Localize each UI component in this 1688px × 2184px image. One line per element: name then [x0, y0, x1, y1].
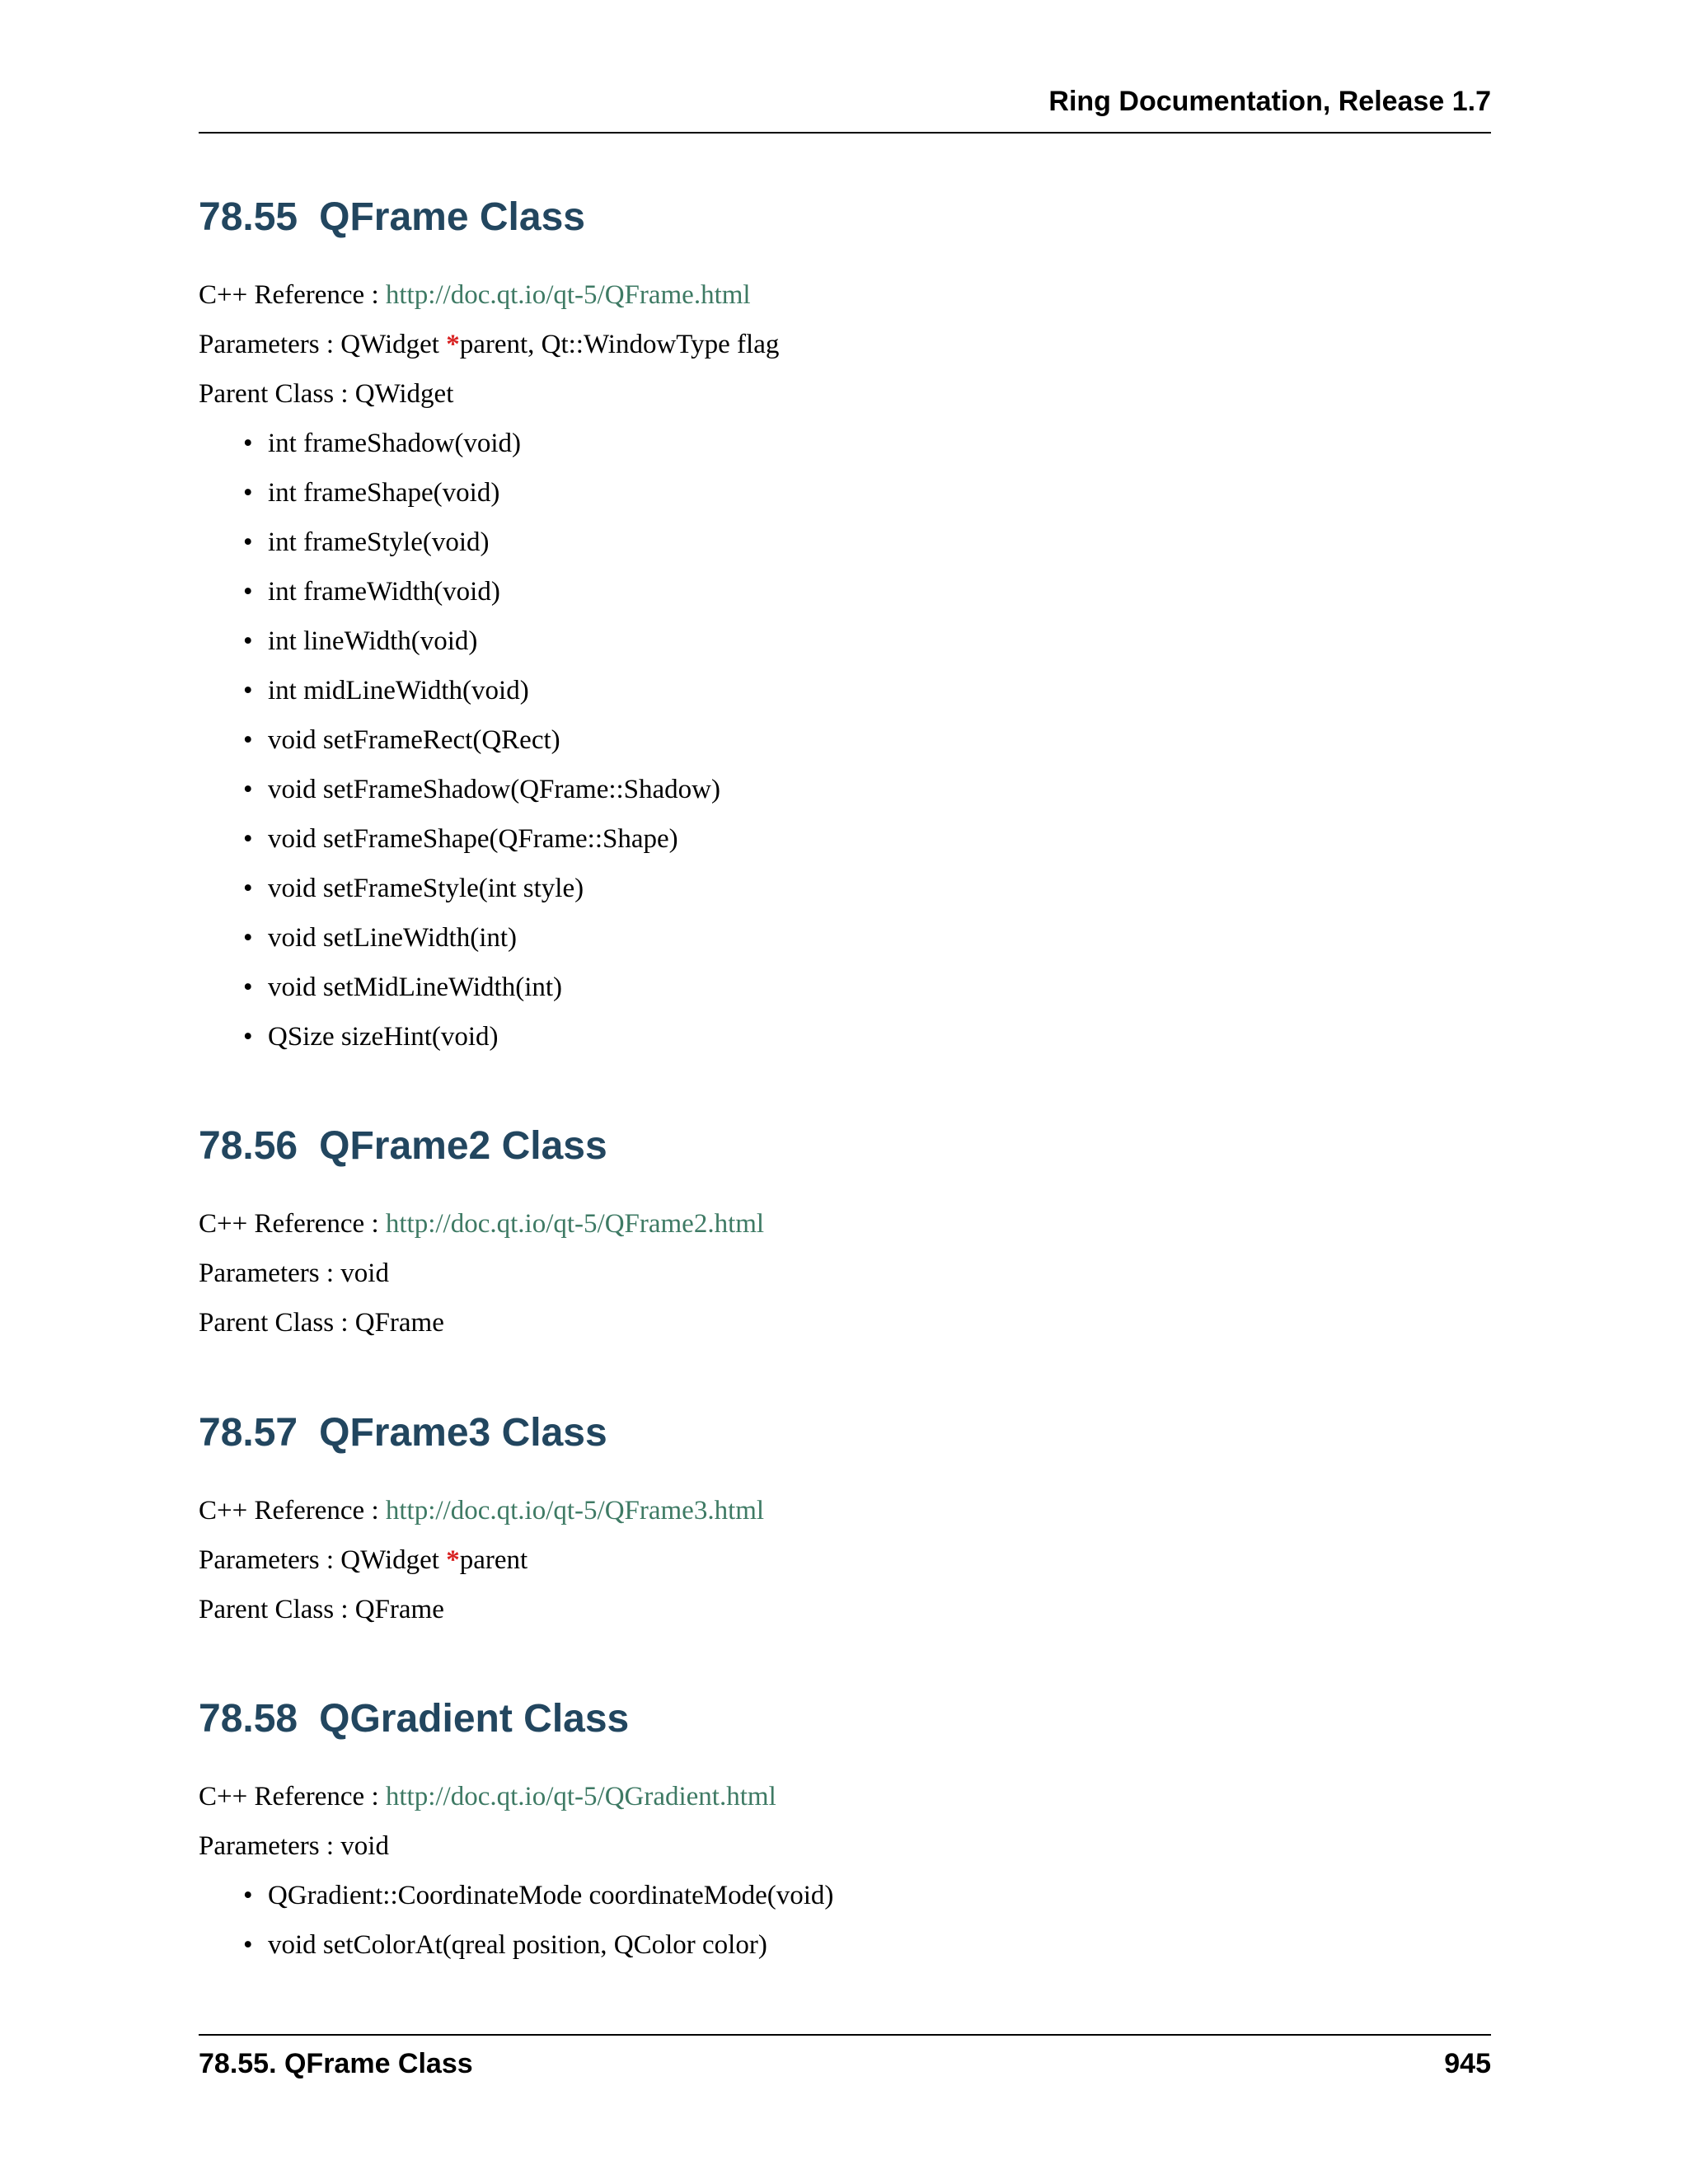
- parameters-rest: parent, Qt::WindowType flag: [459, 330, 780, 359]
- parent-class-value: QFrame: [354, 1595, 444, 1624]
- method-signature: QSize sizeHint(void): [268, 1022, 499, 1052]
- parent-class-line: [199, 369, 1491, 419]
- method-item: [243, 814, 1491, 864]
- bullet: •: [243, 626, 253, 656]
- method-signature: int frameShape(void): [268, 478, 500, 508]
- bullet: •: [243, 923, 253, 953]
- parent-class-label: Parent Class :: [199, 1308, 349, 1338]
- section-heading: [199, 1117, 1491, 1176]
- parameters-line: [199, 1249, 1491, 1298]
- bullet: •: [243, 478, 253, 508]
- bullet: •: [243, 824, 253, 854]
- method-item: [243, 567, 1491, 616]
- parent-class-line: [199, 1585, 1491, 1634]
- parameters-type: QWidget: [340, 1545, 439, 1575]
- pointer-asterisk: *: [446, 1545, 460, 1575]
- section-number: 78.58: [199, 1697, 298, 1741]
- parent-class-line: [199, 1298, 1491, 1347]
- method-signature: int midLineWidth(void): [268, 676, 529, 705]
- section-heading: [199, 1690, 1491, 1749]
- method-list: [199, 419, 1491, 1062]
- parent-class-label: Parent Class :: [199, 379, 349, 409]
- method-signature: void setColorAt(qreal position, QColor color): [268, 1930, 767, 1960]
- reference-link[interactable]: http://doc.qt.io/qt-5/QGradient.html: [385, 1782, 776, 1811]
- section-qframe: [199, 188, 1491, 1062]
- method-item: [243, 666, 1491, 715]
- parameters-value: void: [340, 1258, 389, 1288]
- method-signature: QGradient::CoordinateMode coordinateMode(void): [268, 1881, 834, 1910]
- method-item: [243, 765, 1491, 814]
- method-item: [243, 419, 1491, 468]
- section-title-text: QFrame2 Class: [319, 1124, 607, 1168]
- parameters-line: [199, 1821, 1491, 1871]
- bullet: •: [243, 725, 253, 755]
- parameters-label: Parameters :: [199, 1831, 335, 1861]
- method-item: [243, 1871, 1491, 1920]
- section-heading: [199, 188, 1491, 247]
- bullet: •: [243, 577, 253, 607]
- bullet: •: [243, 1930, 253, 1960]
- parent-class-label: Parent Class :: [199, 1595, 349, 1624]
- section-qframe2: [199, 1117, 1491, 1347]
- method-signature: void setFrameStyle(int style): [268, 874, 584, 903]
- reference-link[interactable]: http://doc.qt.io/qt-5/QFrame3.html: [385, 1496, 765, 1526]
- method-item: [243, 715, 1491, 765]
- method-item: [243, 468, 1491, 518]
- method-item: [243, 616, 1491, 666]
- method-item: [243, 913, 1491, 963]
- parameters-label: Parameters :: [199, 1258, 335, 1288]
- page-number: 945: [1444, 2048, 1491, 2079]
- bullet: •: [243, 1022, 253, 1052]
- method-signature: int lineWidth(void): [268, 626, 478, 656]
- parameters-line: [199, 1535, 1491, 1585]
- parameters-type: QWidget: [340, 330, 439, 359]
- reference-label: C++ Reference :: [199, 280, 379, 310]
- method-signature: int frameWidth(void): [268, 577, 500, 607]
- method-signature: void setMidLineWidth(int): [268, 972, 563, 1002]
- method-item: [243, 518, 1491, 567]
- reference-line: [199, 1772, 1491, 1821]
- reference-label: C++ Reference :: [199, 1209, 379, 1239]
- section-number: 78.56: [199, 1124, 298, 1168]
- section-qgradient: [199, 1690, 1491, 1970]
- section-qframe3: [199, 1404, 1491, 1634]
- bullet: •: [243, 874, 253, 903]
- reference-label: C++ Reference :: [199, 1496, 379, 1526]
- document-title: Ring Documentation, Release 1.7: [1048, 86, 1491, 117]
- pointer-asterisk: *: [446, 330, 460, 359]
- footer-section-title: 78.55. QFrame Class: [199, 2048, 473, 2079]
- bullet: •: [243, 429, 253, 458]
- parameters-line: [199, 320, 1491, 369]
- method-signature: void setFrameRect(QRect): [268, 725, 560, 755]
- method-item: [243, 864, 1491, 913]
- section-title-text: QGradient Class: [319, 1697, 630, 1741]
- method-signature: int frameStyle(void): [268, 527, 490, 557]
- parent-class-value: QFrame: [354, 1308, 444, 1338]
- section-title-text: QFrame Class: [319, 195, 585, 239]
- method-signature: int frameShadow(void): [268, 429, 522, 458]
- reference-link[interactable]: http://doc.qt.io/qt-5/QFrame.html: [385, 280, 751, 310]
- page-header: [199, 86, 1491, 134]
- bullet: •: [243, 775, 253, 804]
- parameters-value: void: [340, 1831, 389, 1861]
- reference-link[interactable]: http://doc.qt.io/qt-5/QFrame2.html: [385, 1209, 765, 1239]
- bullet: •: [243, 1881, 253, 1910]
- method-signature: void setFrameShadow(QFrame::Shadow): [268, 775, 720, 804]
- section-title-text: QFrame3 Class: [319, 1411, 607, 1455]
- parameters-label: Parameters :: [199, 1545, 335, 1575]
- method-signature: void setLineWidth(int): [268, 923, 518, 953]
- page-footer: [199, 2034, 1491, 2085]
- parameters-rest: parent: [459, 1545, 528, 1575]
- reference-line: [199, 270, 1491, 320]
- method-list: [199, 1871, 1491, 1970]
- parent-class-value: QWidget: [354, 379, 454, 409]
- parameters-label: Parameters :: [199, 330, 335, 359]
- bullet: •: [243, 972, 253, 1002]
- reference-line: [199, 1199, 1491, 1249]
- bullet: •: [243, 676, 253, 705]
- bullet: •: [243, 527, 253, 557]
- method-signature: void setFrameShape(QFrame::Shape): [268, 824, 678, 854]
- section-heading: [199, 1404, 1491, 1463]
- reference-line: [199, 1486, 1491, 1535]
- section-number: 78.57: [199, 1411, 298, 1455]
- section-number: 78.55: [199, 195, 298, 239]
- method-item: [243, 1012, 1491, 1062]
- reference-label: C++ Reference :: [199, 1782, 379, 1811]
- method-item: [243, 1920, 1491, 1970]
- method-item: [243, 963, 1491, 1012]
